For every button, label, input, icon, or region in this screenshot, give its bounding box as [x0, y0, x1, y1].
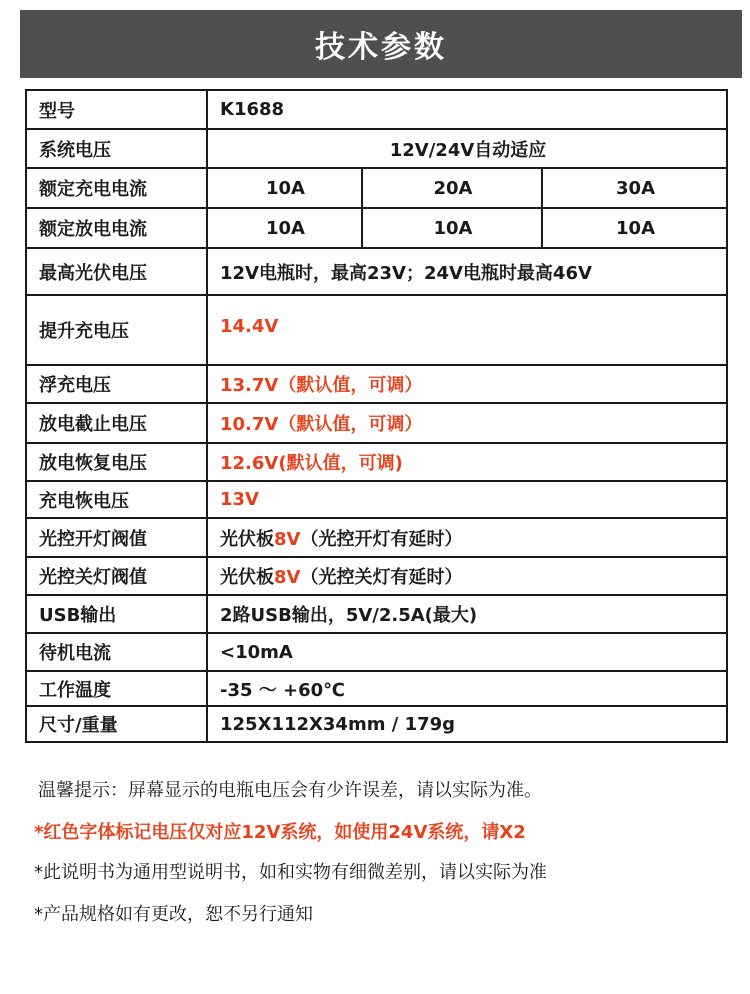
row-value: 30A — [542, 168, 727, 208]
red-font-note: *红色字体标记电压仅对应12V系统，如使用24V系统，请X2 — [34, 822, 526, 843]
spec-row-charge-recovery-voltage — [26, 481, 727, 518]
row-label: 浮充电压 — [26, 365, 207, 403]
spec-row-usb-output — [26, 595, 727, 633]
tip-note: 温馨提示：屏幕显示的电瓶电压会有少许误差，请以实际为准。 — [38, 780, 542, 801]
row-value — [207, 518, 727, 557]
spec-row-system-voltage — [26, 129, 727, 168]
row-label: 光控关灯阀值 — [26, 557, 207, 595]
row-value: -35 ～ +60℃ — [207, 671, 727, 706]
value-highlight: 8V — [274, 528, 301, 550]
row-value: 13.7V（默认值，可调） — [207, 365, 727, 403]
row-label: 最高光伏电压 — [26, 248, 207, 295]
row-label: 额定放电电流 — [26, 208, 207, 248]
spec-row-float-charge-voltage — [26, 365, 727, 403]
row-label: 光控开灯阀值 — [26, 518, 207, 557]
value-suffix: （光控开灯有延时） — [300, 528, 463, 550]
row-label: 尺寸/重量 — [26, 706, 207, 742]
spec-row-boost-charge-voltage — [26, 295, 727, 365]
value-prefix: 光伏板 — [220, 567, 274, 588]
value-prefix: 光伏板 — [220, 528, 274, 550]
row-value: 12.6V(默认值，可调) — [207, 443, 727, 481]
row-value: 10.7V（默认值，可调） — [207, 403, 727, 443]
spec-row-max-pv-voltage — [26, 248, 727, 295]
row-value — [207, 557, 727, 595]
row-value: 10A — [207, 208, 362, 248]
spec-row-working-temperature — [26, 671, 727, 706]
row-value: 125X112X34mm / 179g — [207, 706, 727, 742]
row-label: 放电恢复电压 — [26, 443, 207, 481]
row-value: 13V — [207, 481, 727, 518]
spec-row-discharge-recovery-voltage — [26, 443, 727, 481]
row-value: 10A — [362, 208, 542, 248]
row-label: USB输出 — [26, 595, 207, 633]
row-label: 放电截止电压 — [26, 403, 207, 443]
header-bar — [20, 10, 742, 78]
row-value: K1688 — [207, 90, 727, 129]
row-label: 提升充电压 — [26, 295, 207, 365]
row-value: 10A — [542, 208, 727, 248]
row-label: 额定充电电流 — [26, 168, 207, 208]
row-label: 系统电压 — [26, 129, 207, 168]
change-note: *产品规格如有更改，恕不另行通知 — [34, 904, 313, 925]
spec-row-model — [26, 90, 727, 129]
spec-table — [25, 89, 728, 743]
row-value: 12V电瓶时，最高23V；24V电瓶时最高46V — [207, 248, 727, 295]
spec-row-size-weight — [26, 706, 727, 742]
page-title: 技术参数 — [315, 30, 447, 65]
row-value: 14.4V — [207, 295, 727, 365]
row-label: 充电恢电压 — [26, 481, 207, 518]
row-label: 工作温度 — [26, 671, 207, 706]
row-label: 待机电流 — [26, 633, 207, 671]
spec-row-rated-charge-current — [26, 168, 727, 208]
spec-row-discharge-cutoff-voltage — [26, 403, 727, 443]
spec-row-light-on-threshold — [26, 518, 727, 557]
spec-row-light-off-threshold — [26, 557, 727, 595]
row-value: 10A — [207, 168, 362, 208]
spec-row-standby-current — [26, 633, 727, 671]
row-value: <10mA — [207, 633, 727, 671]
general-note: *此说明书为通用型说明书，如和实物有细微差别，请以实际为准 — [34, 862, 547, 883]
value-suffix: （光控关灯有延时） — [300, 567, 463, 588]
row-label: 型号 — [26, 90, 207, 129]
value-highlight: 8V — [274, 567, 301, 588]
spec-row-rated-discharge-current — [26, 208, 727, 248]
row-value: 20A — [362, 168, 542, 208]
row-value: 12V/24V自动适应 — [207, 129, 727, 168]
row-value: 2路USB输出，5V/2.5A(最大) — [207, 595, 727, 633]
